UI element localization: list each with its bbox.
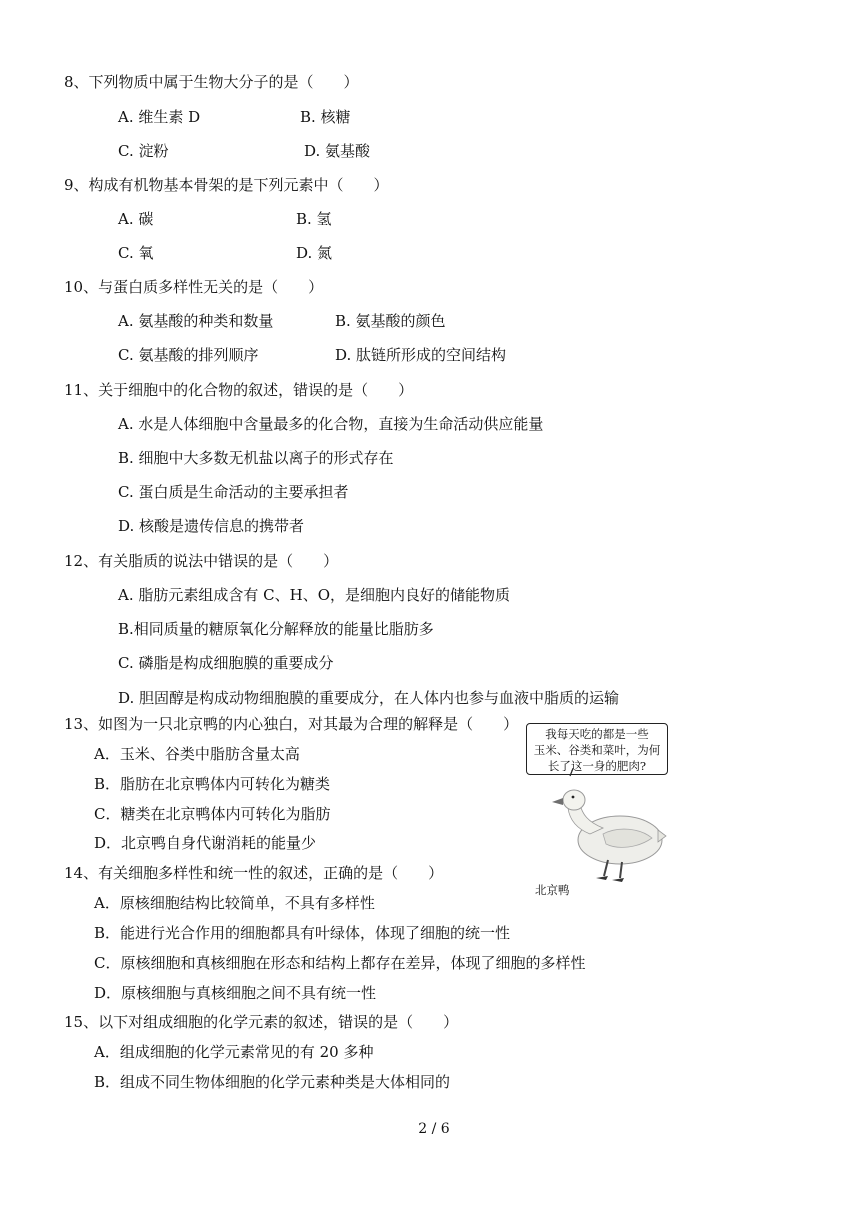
- question-11: 11、关于细胞中的化合物的叙述，错误的是（ ）: [64, 381, 414, 399]
- q15-option-a: A．组成细胞的化学元素常见的有 20 多种: [94, 1043, 374, 1061]
- question-13: 13、如图为一只北京鸭的内心独白，对其最为合理的解释是（ ）: [64, 715, 519, 733]
- q9-option-c: C. 氧: [118, 244, 154, 262]
- q14-option-d: D．原核细胞与真核细胞之间不具有统一性: [94, 984, 377, 1002]
- q12-option-b: B.相同质量的糖原氧化分解释放的能量比脂肪多: [118, 620, 434, 638]
- q8-option-b: B. 核糖: [300, 108, 351, 126]
- q14-option-b: B．能进行光合作用的细胞都具有叶绿体，体现了细胞的统一性: [94, 924, 511, 942]
- q11-option-a: A. 水是人体细胞中含量最多的化合物，直接为生命活动供应能量: [118, 415, 544, 433]
- q12-option-a: A. 脂肪元素组成含有 C、H、O，是细胞内良好的储能物质: [118, 586, 510, 604]
- q10-option-b: B. 氨基酸的颜色: [335, 312, 446, 330]
- q13-option-b: B．脂肪在北京鸭体内可转化为糖类: [94, 775, 331, 793]
- bubble-line-2: 玉米、谷类和菜叶，为何: [533, 743, 661, 757]
- q10-option-d: D. 肽链所形成的空间结构: [335, 346, 507, 364]
- q9-option-a: A. 碳: [118, 210, 154, 228]
- question-12: 12、有关脂质的说法中错误的是（ ）: [64, 552, 339, 570]
- question-10: 10、与蛋白质多样性无关的是（ ）: [64, 278, 324, 296]
- q13-option-d: D．北京鸭自身代谢消耗的能量少: [94, 834, 317, 852]
- q11-option-d: D. 核酸是遗传信息的携带者: [118, 517, 305, 535]
- q13-option-a: A．玉米、谷类中脂肪含量太高: [94, 745, 300, 763]
- q10-option-c: C. 氨基酸的排列顺序: [118, 346, 259, 364]
- q9-option-b: B. 氢: [296, 210, 332, 228]
- duck-caption: 北京鸭: [535, 883, 570, 897]
- q12-option-c: C. 磷脂是构成细胞膜的重要成分: [118, 654, 334, 672]
- q15-option-b: B．组成不同生物体细胞的化学元素种类是大体相同的: [94, 1073, 451, 1091]
- question-15: 15、以下对组成细胞的化学元素的叙述，错误的是（ ）: [64, 1013, 459, 1031]
- page-number: 2 / 6: [418, 1121, 450, 1137]
- q8-option-d: D. 氨基酸: [304, 142, 371, 160]
- question-8: 8、下列物质中属于生物大分子的是（ ）: [64, 73, 359, 91]
- question-9: 9、构成有机物基本骨架的是下列元素中（ ）: [64, 176, 389, 194]
- bubble-line-1: 我每天吃的都是一些: [545, 727, 649, 741]
- q9-option-d: D. 氮: [296, 244, 333, 262]
- q11-option-c: C. 蛋白质是生命活动的主要承担者: [118, 483, 349, 501]
- q11-option-b: B. 细胞中大多数无机盐以离子的形式存在: [118, 449, 394, 467]
- question-14: 14、有关细胞多样性和统一性的叙述，正确的是（ ）: [64, 864, 444, 882]
- q8-option-c: C. 淀粉: [118, 142, 169, 160]
- q13-option-c: C．糖类在北京鸭体内可转化为脂肪: [94, 805, 331, 823]
- bubble-line-3: 长了这一身的肥肉?: [547, 759, 647, 773]
- q8-option-a: A. 维生素 D: [118, 108, 201, 126]
- q10-option-a: A. 氨基酸的种类和数量: [118, 312, 274, 330]
- q14-option-c: C．原核细胞和真核细胞在形态和结构上都存在差异，体现了细胞的多样性: [94, 954, 586, 972]
- q14-option-a: A．原核细胞结构比较简单，不具有多样性: [94, 894, 375, 912]
- duck-illustration: [548, 768, 668, 886]
- q12-option-d: D. 胆固醇是构成动物细胞膜的重要成分，在人体内也参与血液中脂质的运输: [118, 689, 620, 707]
